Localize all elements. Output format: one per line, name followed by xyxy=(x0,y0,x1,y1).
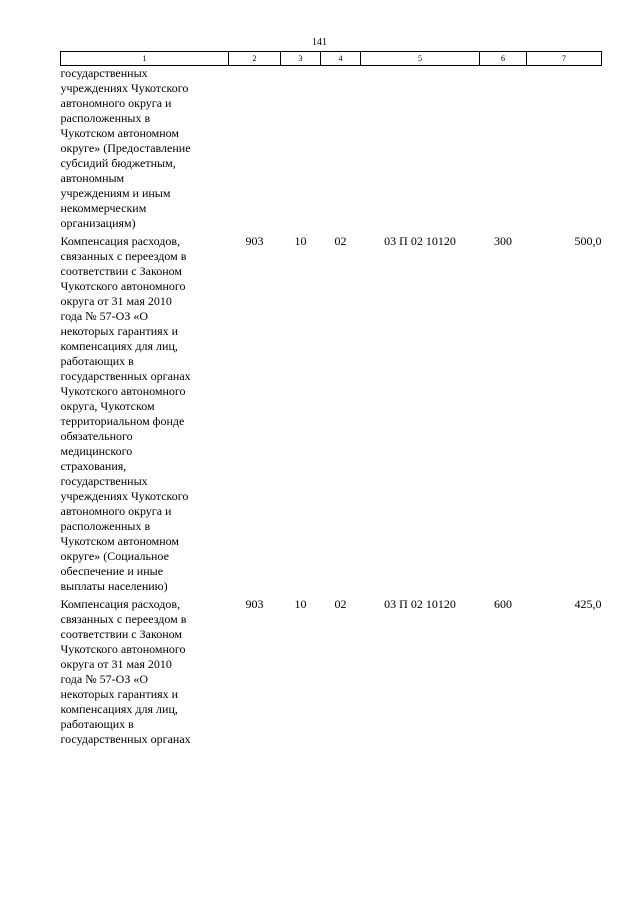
row-name-line: соответствии с Законом xyxy=(60,627,182,641)
row-name-line: субсидий бюджетным, xyxy=(60,156,176,170)
table-row xyxy=(61,66,602,235)
subsection-code-cell xyxy=(321,66,361,235)
row-name-line: учреждениях Чукотского xyxy=(60,81,189,95)
grbs-code-cell: 903 xyxy=(245,597,264,611)
target-article-cell: 03 П 02 10120 xyxy=(384,597,456,611)
row-name-cell xyxy=(61,597,229,750)
row-name-line: Чукотского автономного xyxy=(60,279,186,293)
row-name-line: автономного округа и xyxy=(60,96,172,110)
amount-cell: 425,0 xyxy=(574,597,602,611)
amount-cell xyxy=(527,66,602,235)
column-header-2: 2 xyxy=(229,52,281,66)
row-name-line: округе» (Социальное xyxy=(60,549,169,563)
column-header-3: 3 xyxy=(281,52,321,66)
row-name-line: некоторых гарантиях и xyxy=(60,324,179,338)
row-name-line: компенсациях для лиц, xyxy=(60,339,178,353)
column-header-6: 6 xyxy=(480,52,527,66)
grbs-code-cell xyxy=(229,66,281,235)
row-name-line: Компенсация расходов, xyxy=(60,234,181,248)
column-header-4: 4 xyxy=(321,52,361,66)
row-name-line: государственных xyxy=(60,66,148,80)
row-name-line: учреждениях Чукотского xyxy=(60,489,189,503)
row-name-line: учреждениям и иным xyxy=(60,186,171,200)
row-name-line: автономным xyxy=(60,171,125,185)
row-name-line: расположенных в xyxy=(60,111,151,125)
row-name-line: государственных органах xyxy=(60,732,191,746)
row-name-line: округе» (Предоставление xyxy=(60,141,191,155)
row-name-line: округа от 31 мая 2010 xyxy=(60,657,172,671)
section-code-cell xyxy=(281,66,321,235)
page-number: 141 xyxy=(312,37,327,48)
row-name-line: соответствии с Законом xyxy=(60,264,182,278)
row-name-line: автономного округа и xyxy=(60,504,172,518)
row-name-line: территориальном фонде xyxy=(60,414,185,428)
column-header-7: 7 xyxy=(527,52,602,66)
table-row xyxy=(61,597,602,750)
row-name-line: обеспечение и иные xyxy=(60,564,164,578)
table-body xyxy=(61,66,602,751)
row-name-line: выплаты населению) xyxy=(60,579,168,593)
row-name-line: года № 57-ОЗ «О xyxy=(60,309,148,323)
row-name-line: некоторых гарантиях и xyxy=(60,687,179,701)
column-header-1: 1 xyxy=(61,52,229,66)
row-name-line: работающих в xyxy=(60,717,134,731)
row-name-line: государственных органах xyxy=(60,369,191,383)
row-name-line: работающих в xyxy=(60,354,134,368)
row-name-line: компенсациях для лиц, xyxy=(60,702,178,716)
budget-table xyxy=(60,51,602,750)
row-name-cell xyxy=(61,66,229,235)
target-article-cell: 03 П 02 10120 xyxy=(384,234,456,248)
table-row xyxy=(61,234,602,597)
amount-cell: 500,0 xyxy=(574,234,602,248)
section-code-cell: 10 xyxy=(294,597,307,611)
row-name-line: связанных с переездом в xyxy=(60,249,187,263)
column-header-5: 5 xyxy=(361,52,480,66)
expense-type-cell xyxy=(480,66,527,235)
row-name-line: Чукотского автономного xyxy=(60,384,186,398)
subsection-code-cell: 02 xyxy=(334,597,347,611)
row-name-line: расположенных в xyxy=(60,519,151,533)
target-article-cell xyxy=(361,66,480,235)
row-name-cell xyxy=(61,234,229,597)
row-name-line: Чукотском автономном xyxy=(60,534,180,548)
row-name-line: связанных с переездом в xyxy=(60,612,187,626)
row-name-line: округа, Чукотском xyxy=(60,399,155,413)
row-name-line: Чукотского автономного xyxy=(60,642,186,656)
row-name-line: страхования, xyxy=(60,459,127,473)
expense-type-cell: 300 xyxy=(494,234,512,248)
row-name-line: медицинского xyxy=(60,444,133,458)
row-name-line: некоммерческим xyxy=(60,201,147,215)
subsection-code-cell: 02 xyxy=(334,234,347,248)
row-name-line: Чукотском автономном xyxy=(60,126,180,140)
section-code-cell: 10 xyxy=(294,234,307,248)
row-name-line: обязательного xyxy=(60,429,133,443)
row-name-line: Компенсация расходов, xyxy=(60,597,181,611)
row-name-line: года № 57-ОЗ «О xyxy=(60,672,148,686)
row-name-line: округа от 31 мая 2010 xyxy=(60,294,172,308)
expense-type-cell: 600 xyxy=(494,597,512,611)
row-name-line: государственных xyxy=(60,474,148,488)
grbs-code-cell: 903 xyxy=(245,234,264,248)
column-number-header xyxy=(61,52,602,66)
row-name-line: организациям) xyxy=(60,216,136,230)
